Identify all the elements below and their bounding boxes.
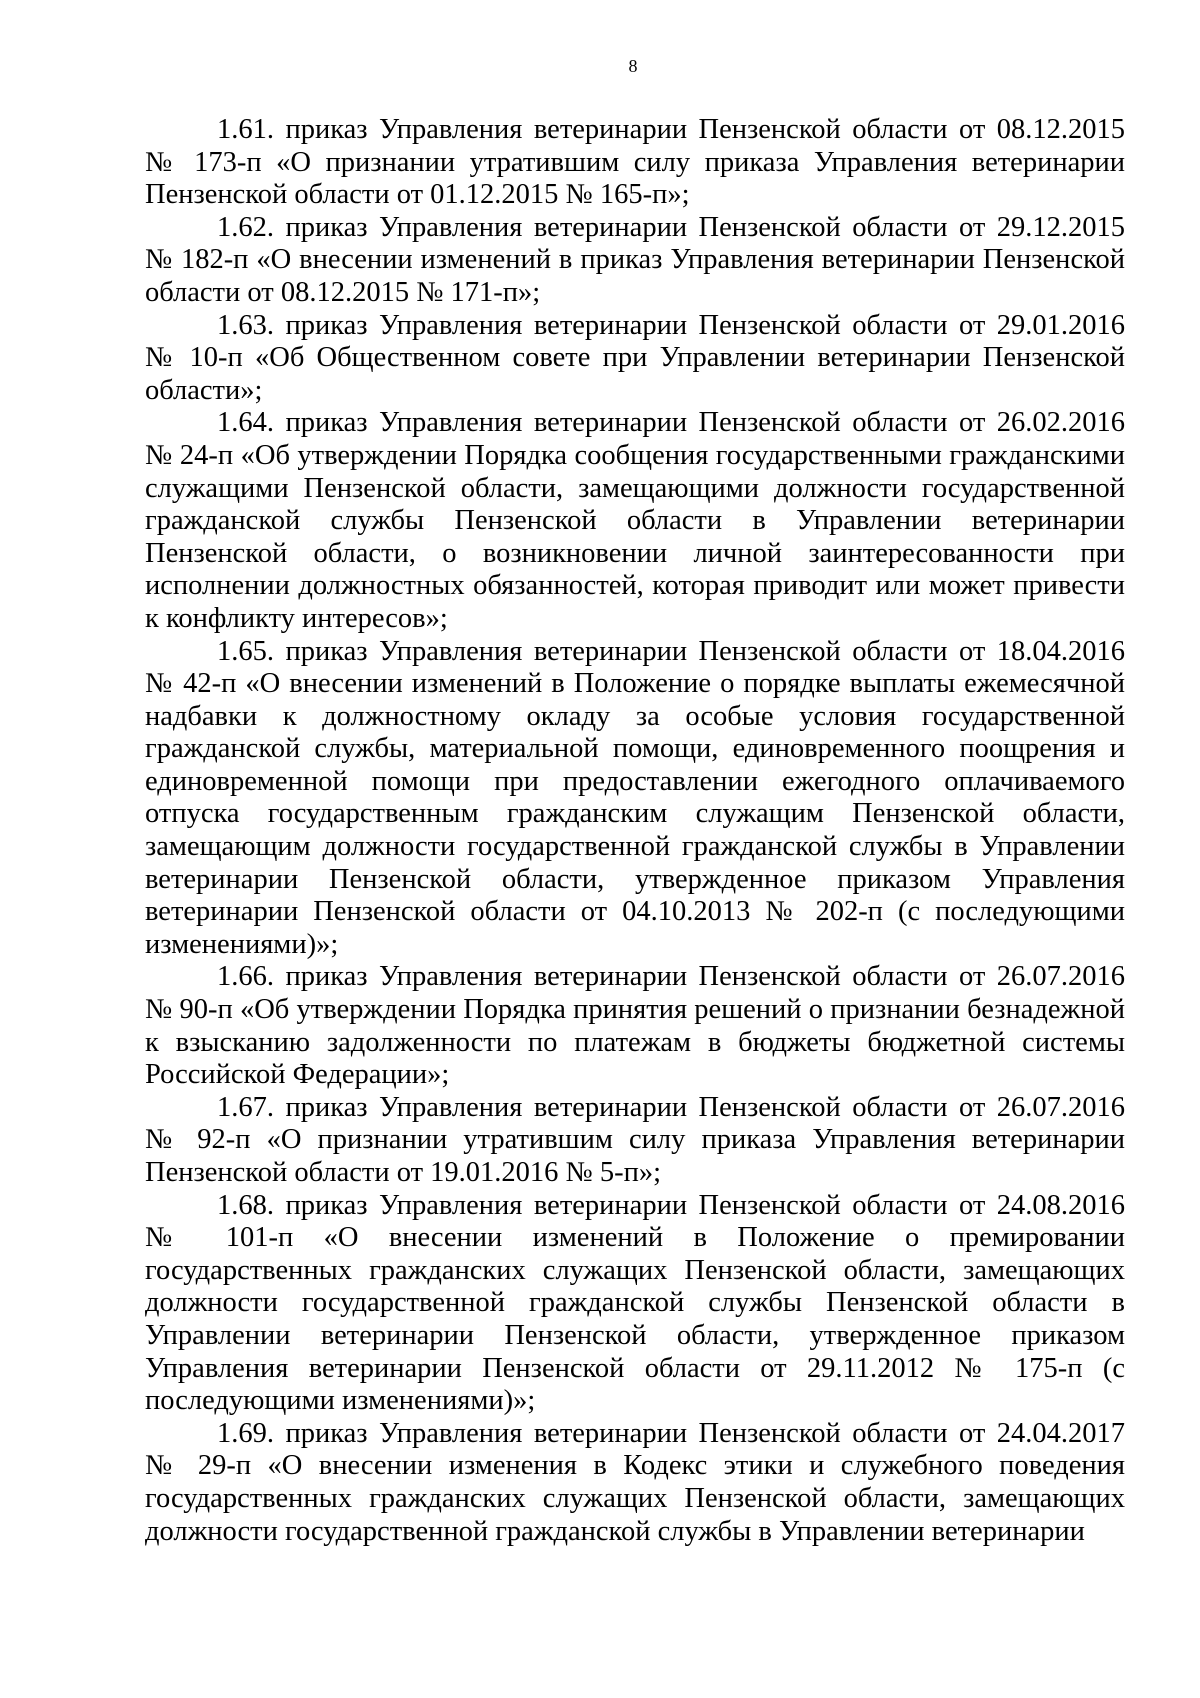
item-text: приказ Управления ветеринарии Пензенской области от 08.12.2015 № 173-п «О признании утратившим силу приказа Управления ветеринарии Пензенской области от 01.12.2015 № 165-п»; <box>145 114 1125 211</box>
item-number: 1.61. <box>217 114 274 145</box>
item-text: приказ Управления ветеринарии Пензенской области от 18.04.2016 № 42-п «О внесении изменений в Положение о порядке выплаты ежемесячной надбавки к должностному окладу за особые условия государственной гражданской службы, материальной помощи, единовременного поощрения и единовременной помощи при предоставлении ежегодного оплачиваемого отпуска государственным гражданским служащим Пензенской области, замещающим должности государственной гражданской службы в Управлении ветеринарии Пензенской области, утвержденное приказом Управления ветеринарии Пензенской области от 04.10.2013 № 202-п (с последующими изменениями)»; <box>145 635 1125 960</box>
list-item <box>145 636 1125 962</box>
item-text: приказ Управления ветеринарии Пензенской области от 26.07.2016 № 90-п «Об утверждении Порядка принятия решений о признании безнадежной к взысканию задолженности по платежам в бюджеты бюджетной системы Российской Федерации»; <box>145 961 1125 1091</box>
page-number: 8 <box>628 56 638 76</box>
list-item <box>145 114 1125 212</box>
item-text: приказ Управления ветеринарии Пензенской области от 29.12.2015 № 182-п «О внесении изменений в приказ Управления ветеринарии Пензенской области от 08.12.2015 № 171-п»; <box>145 211 1125 308</box>
item-number: 1.64. <box>217 407 274 439</box>
item-number: 1.62. <box>217 211 274 243</box>
list-item <box>145 1190 1125 1418</box>
item-number: 1.67. <box>217 1091 274 1123</box>
item-number: 1.69. <box>217 1417 274 1449</box>
list-item <box>145 1418 1125 1548</box>
item-number: 1.68. <box>217 1189 274 1221</box>
item-number: 1.66. <box>217 961 274 993</box>
item-number: 1.63. <box>217 309 274 341</box>
item-number: 1.65. <box>217 635 274 667</box>
list-item <box>145 310 1125 408</box>
list-item <box>145 961 1125 1091</box>
item-text: приказ Управления ветеринарии Пензенской области от 24.04.2017 № 29-п «О внесении изменения в Кодекс этики и служебного поведения государственных гражданских служащих Пензенской области, замещающих должности государственной гражданской службы в Управлении ветеринарии <box>145 1417 1125 1547</box>
item-text: приказ Управления ветеринарии Пензенской области от 26.02.2016 № 24-п «Об утверждении Порядка сообщения государственными гражданскими служащими Пензенской области, замещающими должности государственной гражданской службы Пензенской области в Управлении ветеринарии Пензенской области, о возникновении личной заинтересованности при исполнении должностных обязанностей, которая приводит или может привести к конфликту интересов»; <box>145 407 1125 634</box>
list-item <box>145 407 1125 635</box>
list-item <box>145 212 1125 310</box>
list-item <box>145 1092 1125 1190</box>
item-text: приказ Управления ветеринарии Пензенской области от 26.07.2016 № 92-п «О признании утратившим силу приказа Управления ветеринарии Пензенской области от 19.01.2016 № 5-п»; <box>145 1091 1125 1188</box>
item-text: приказ Управления ветеринарии Пензенской области от 24.08.2016 № 101-п «О внесении изменений в Положение о премировании государственных гражданских служащих Пензенской области, замещающих должности государственной гражданской службы Пензенской области в Управлении ветеринарии Пензенской области, утвержденное приказом Управления ветеринарии Пензенской области от 29.11.2012 № 175-п (с последующими изменениями)»; <box>145 1189 1125 1417</box>
document-body <box>145 114 1125 1548</box>
item-text: приказ Управления ветеринарии Пензенской области от 29.01.2016 № 10-п «Об Общественном совете при Управлении ветеринарии Пензенской области»; <box>145 309 1125 406</box>
